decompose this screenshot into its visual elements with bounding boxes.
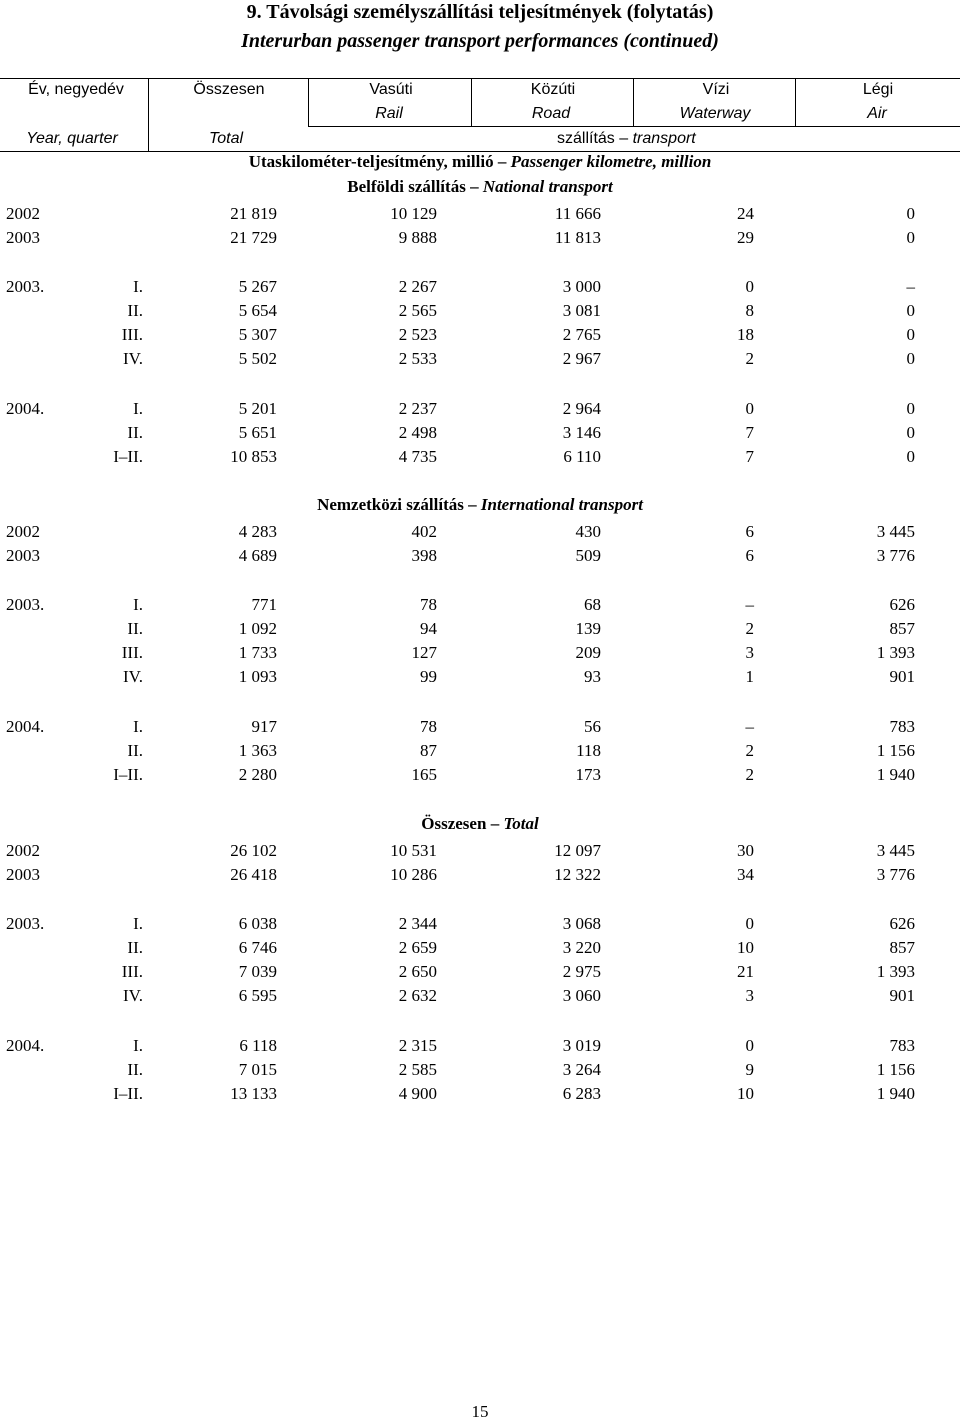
table-cell: 10 853 — [230, 447, 277, 466]
table-row — [0, 423, 960, 445]
table-cell: 626 — [889, 595, 915, 614]
table-cell: I. — [133, 277, 143, 296]
table-cell: 6 — [745, 522, 754, 541]
table-cell: 2003 — [6, 228, 40, 247]
table-cell: 901 — [889, 986, 915, 1005]
header-transport-hu: szállítás — [557, 130, 615, 147]
table-cell: 21 — [737, 962, 754, 981]
table-cell: 1 092 — [238, 619, 277, 638]
units-en: Passenger kilometre, million — [510, 152, 712, 171]
table-title: 9. Távolsági személyszállítási teljesítmények (folytatás) — [246, 1, 714, 23]
table-cell: 78 — [420, 717, 437, 736]
section-caption-hu: Összesen — [421, 814, 487, 833]
table-cell: II. — [127, 619, 143, 638]
table-row — [0, 1084, 960, 1106]
table-cell: 68 — [584, 595, 601, 614]
header-divider — [633, 78, 634, 126]
table-cell: II. — [127, 1060, 143, 1079]
table-cell: 2 632 — [398, 986, 437, 1005]
table-cell: 5 201 — [238, 399, 277, 418]
table-cell: III. — [121, 962, 143, 981]
table-cell: 2002 — [6, 841, 40, 860]
table-cell: 0 — [906, 447, 915, 466]
table-row — [0, 447, 960, 469]
table-cell: 2 533 — [398, 349, 437, 368]
table-cell: 0 — [906, 228, 915, 247]
table-cell: 5 654 — [238, 301, 277, 320]
table-cell: IV. — [123, 349, 143, 368]
table-cell: 5 267 — [238, 277, 277, 296]
table-cell: 5 502 — [238, 349, 277, 368]
section-caption-en: National transport — [482, 177, 613, 196]
table-cell: 6 118 — [239, 1036, 277, 1055]
table-cell: 21 729 — [230, 228, 277, 247]
table-cell: II. — [127, 423, 143, 442]
table-row — [0, 619, 960, 641]
header-air-english: Air — [867, 105, 887, 122]
table-cell: – — [906, 277, 915, 296]
table-row — [0, 1036, 960, 1058]
table-cell: 2004. — [6, 1036, 45, 1055]
table-cell: 402 — [411, 522, 437, 541]
section-caption: Összesen – Total — [421, 814, 539, 833]
table-row — [0, 986, 960, 1008]
table-cell: 6 — [745, 546, 754, 565]
table-cell: 10 286 — [390, 865, 437, 884]
table-cell: 0 — [745, 277, 754, 296]
table-row — [0, 228, 960, 250]
table-cell: 430 — [575, 522, 601, 541]
header-transport-en: transport — [632, 130, 696, 147]
table-cell: 2 — [745, 765, 754, 784]
table-row — [0, 399, 960, 421]
table-cell: I. — [133, 595, 143, 614]
table-cell: 94 — [420, 619, 437, 638]
header-road: Közúti — [530, 81, 576, 98]
table-row — [0, 962, 960, 984]
table-cell: 2002 — [6, 522, 40, 541]
table-cell: 7 — [745, 423, 754, 442]
table-cell: III. — [121, 325, 143, 344]
table-cell: 56 — [584, 717, 601, 736]
header-divider — [795, 78, 796, 126]
table-cell: 3 000 — [562, 277, 601, 296]
table-cell: IV. — [123, 986, 143, 1005]
table-cell: 11 666 — [554, 204, 601, 223]
header-waterway-english: Waterway — [679, 105, 751, 122]
table-cell: 12 322 — [554, 865, 601, 884]
table-cell: 0 — [906, 399, 915, 418]
table-cell: 209 — [575, 643, 601, 662]
table-cell: – — [745, 595, 754, 614]
table-cell: 10 — [737, 1084, 754, 1103]
table-cell: 29 — [737, 228, 754, 247]
table-cell: 1 156 — [876, 1060, 915, 1079]
table-cell: 3 146 — [562, 423, 601, 442]
table-cell: 2003. — [6, 595, 45, 614]
table-cell: 2004. — [6, 399, 45, 418]
table-cell: 0 — [906, 349, 915, 368]
table-cell: 917 — [251, 717, 277, 736]
table-cell: 2 659 — [398, 938, 437, 957]
table-cell: 783 — [889, 1036, 915, 1055]
table-row — [0, 522, 960, 544]
table-cell: 3 — [745, 643, 754, 662]
table-cell: 1 733 — [238, 643, 277, 662]
table-row — [0, 667, 960, 689]
table-cell: 2 267 — [398, 277, 437, 296]
table-cell: 1 363 — [238, 741, 277, 760]
table-row — [0, 865, 960, 887]
table-cell: 2 975 — [562, 962, 601, 981]
table-cell: 2003. — [6, 277, 45, 296]
table-cell: 0 — [745, 1036, 754, 1055]
table-cell: IV. — [123, 667, 143, 686]
table-cell: 0 — [906, 423, 915, 442]
table-cell: 0 — [745, 399, 754, 418]
table-cell: 2003 — [6, 865, 40, 884]
table-cell: I. — [133, 717, 143, 736]
table-cell: 0 — [906, 301, 915, 320]
units-hu: Utaskilométer-teljesítmény, millió — [248, 152, 494, 171]
table-row — [0, 349, 960, 371]
table-cell: I–II. — [113, 765, 143, 784]
table-cell: 6 595 — [238, 986, 277, 1005]
table-row — [0, 325, 960, 347]
table-cell: 5 651 — [238, 423, 277, 442]
table-cell: 2003. — [6, 914, 45, 933]
table-cell: 5 307 — [238, 325, 277, 344]
table-cell: 0 — [906, 204, 915, 223]
header-divider — [148, 78, 149, 151]
table-cell: 9 888 — [398, 228, 437, 247]
table-cell: 2 498 — [398, 423, 437, 442]
table-cell: 12 097 — [554, 841, 601, 860]
header-divider — [308, 78, 309, 126]
header-period-english: Year, quarter — [26, 130, 118, 147]
table-row — [0, 546, 960, 568]
table-cell: 18 — [737, 325, 754, 344]
table-cell: 901 — [889, 667, 915, 686]
table-cell: 771 — [251, 595, 277, 614]
table-cell: 1 393 — [876, 643, 915, 662]
header-period: Év, negyedév — [28, 81, 124, 98]
table-cell: 783 — [889, 717, 915, 736]
table-cell: 2 — [745, 741, 754, 760]
table-cell: 4 689 — [238, 546, 277, 565]
table-cell: 9 — [745, 1060, 754, 1079]
table-cell: 4 283 — [238, 522, 277, 541]
section-caption: Belföldi szállítás – National transport — [347, 177, 613, 196]
table-cell: – — [745, 717, 754, 736]
table-cell: 30 — [737, 841, 754, 860]
table-cell: 626 — [889, 914, 915, 933]
header-road-english: Road — [531, 105, 571, 122]
table-cell: 8 — [745, 301, 754, 320]
table-cell: 0 — [745, 914, 754, 933]
table-cell: 857 — [889, 619, 915, 638]
table-cell: 2003 — [6, 546, 40, 565]
table-cell: 2 565 — [398, 301, 437, 320]
table-cell: II. — [127, 938, 143, 957]
table-cell: 509 — [575, 546, 601, 565]
table-cell: 139 — [575, 619, 601, 638]
table-row — [0, 841, 960, 863]
header-divider — [471, 78, 472, 126]
table-cell: 0 — [906, 325, 915, 344]
table-cell: 1 940 — [876, 1084, 915, 1103]
table-cell: 7 039 — [238, 962, 277, 981]
table-cell: 2 650 — [398, 962, 437, 981]
table-cell: 2 344 — [398, 914, 437, 933]
table-title-english: Interurban passenger transport performances (continued) — [241, 30, 719, 52]
table-cell: 6 110 — [563, 447, 601, 466]
table-cell: 24 — [737, 204, 754, 223]
section-caption-en: Total — [503, 814, 539, 833]
header-mid-rule — [308, 126, 960, 127]
table-cell: 6 746 — [238, 938, 277, 957]
table-cell: II. — [127, 741, 143, 760]
table-cell: 2 315 — [398, 1036, 437, 1055]
table-cell: 6 038 — [238, 914, 277, 933]
table-cell: II. — [127, 301, 143, 320]
table-cell: 21 819 — [230, 204, 277, 223]
table-row — [0, 204, 960, 226]
table-cell: 87 — [420, 741, 437, 760]
table-row — [0, 1060, 960, 1082]
table-cell: 13 133 — [230, 1084, 277, 1103]
table-cell: 2004. — [6, 717, 45, 736]
table-cell: 3 445 — [876, 522, 915, 541]
table-row — [0, 643, 960, 665]
section-caption-en: International transport — [480, 495, 643, 514]
table-cell: 34 — [737, 865, 754, 884]
table-row — [0, 765, 960, 787]
table-cell: I. — [133, 399, 143, 418]
table-cell: 1 156 — [876, 741, 915, 760]
table-row — [0, 277, 960, 299]
units-caption: Utaskilométer-teljesítmény, millió – Passenger kilometre, million — [248, 152, 712, 171]
page-number: 15 — [471, 1402, 489, 1421]
table-cell: 1 — [745, 667, 754, 686]
table-cell: 4 900 — [398, 1084, 437, 1103]
table-row — [0, 717, 960, 739]
table-cell: 26 102 — [230, 841, 277, 860]
table-cell: 78 — [420, 595, 437, 614]
table-cell: 173 — [575, 765, 601, 784]
table-cell: 2 280 — [238, 765, 277, 784]
table-cell: 127 — [411, 643, 437, 662]
table-cell: 1 393 — [876, 962, 915, 981]
table-cell: 3 445 — [876, 841, 915, 860]
table-cell: 10 — [737, 938, 754, 957]
table-row — [0, 301, 960, 323]
table-cell: 10 129 — [390, 204, 437, 223]
table-cell: 2 — [745, 349, 754, 368]
table-cell: I. — [133, 914, 143, 933]
table-cell: 2 523 — [398, 325, 437, 344]
table-cell: 3 776 — [876, 865, 915, 884]
section-caption: Nemzetközi szállítás – International transport — [317, 495, 643, 514]
table-cell: 7 — [745, 447, 754, 466]
header-total: Összesen — [193, 81, 265, 98]
header-rail-english: Rail — [375, 105, 403, 122]
table-cell: 3 776 — [876, 546, 915, 565]
table-cell: 165 — [411, 765, 437, 784]
table-cell: 118 — [576, 741, 601, 760]
table-cell: 4 735 — [398, 447, 437, 466]
header-air: Légi — [862, 81, 894, 98]
table-cell: I–II. — [113, 447, 143, 466]
table-cell: 3 264 — [562, 1060, 601, 1079]
table-cell: 2 585 — [398, 1060, 437, 1079]
table-cell: 3 — [745, 986, 754, 1005]
table-cell: 2 237 — [398, 399, 437, 418]
table-cell: 26 418 — [230, 865, 277, 884]
table-cell: 1 940 — [876, 765, 915, 784]
table-cell: 93 — [584, 667, 601, 686]
table-cell: 3 068 — [562, 914, 601, 933]
table-cell: 3 081 — [562, 301, 601, 320]
table-cell: 10 531 — [390, 841, 437, 860]
table-cell: 6 283 — [562, 1084, 601, 1103]
header-waterway: Vízi — [702, 81, 730, 98]
table-cell: 2 765 — [562, 325, 601, 344]
table-cell: 2002 — [6, 204, 40, 223]
table-cell: I–II. — [113, 1084, 143, 1103]
table-row — [0, 938, 960, 960]
header-top-rule — [0, 78, 960, 79]
table-cell: 2 — [745, 619, 754, 638]
table-cell: 2 967 — [562, 349, 601, 368]
table-cell: 857 — [889, 938, 915, 957]
table-row — [0, 914, 960, 936]
section-caption-hu: Nemzetközi szállítás — [317, 495, 464, 514]
table-cell: 3 019 — [562, 1036, 601, 1055]
table-row — [0, 741, 960, 763]
table-cell: 1 093 — [238, 667, 277, 686]
table-cell: III. — [121, 643, 143, 662]
table-cell: 11 813 — [554, 228, 601, 247]
table-cell: 99 — [420, 667, 437, 686]
header-transport: szállítás – transport — [557, 130, 696, 147]
header-total-english: Total — [208, 130, 244, 147]
table-cell: 3 060 — [562, 986, 601, 1005]
table-cell: I. — [133, 1036, 143, 1055]
table-cell: 2 964 — [562, 399, 601, 418]
table-cell: 398 — [411, 546, 437, 565]
table-cell: 7 015 — [238, 1060, 277, 1079]
table-row — [0, 595, 960, 617]
header-rail: Vasúti — [369, 81, 413, 98]
table-cell: 3 220 — [562, 938, 601, 957]
section-caption-hu: Belföldi szállítás — [347, 177, 466, 196]
